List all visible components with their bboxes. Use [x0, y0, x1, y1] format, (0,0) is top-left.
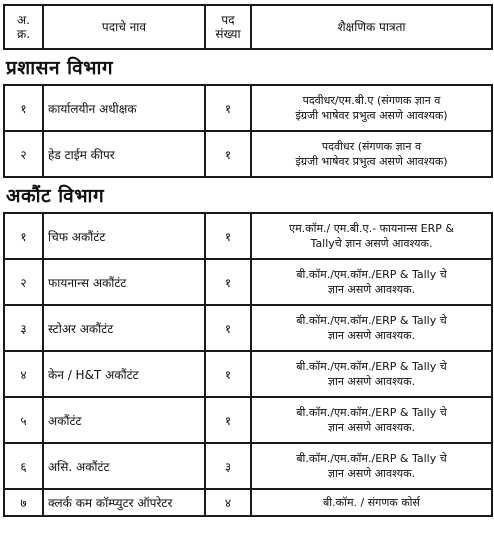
qualification-line1: बी.कॉम./एम.कॉम./ERP & Tally चे	[296, 452, 447, 465]
serial-no: १	[4, 85, 43, 131]
table-row	[4, 131, 492, 177]
table-row	[4, 213, 492, 259]
qualification	[251, 131, 492, 177]
qualification-line2: इंग्रजी भाषेवर प्रभुत्व असणे आवश्यक)	[295, 155, 448, 168]
header-serial-line1: अ.	[17, 13, 30, 27]
qualification-line2: ज्ञान असणे आवश्यक.	[327, 467, 416, 480]
serial-no: २	[4, 131, 43, 177]
qualification-line2: ज्ञान असणे आवश्यक.	[327, 421, 416, 434]
table-row	[4, 397, 492, 443]
post-name: असि. अकौंटंट	[43, 443, 205, 489]
post-count: १	[205, 259, 251, 305]
header-post-name: पदाचे नाव	[43, 5, 205, 49]
table-row	[4, 489, 492, 516]
qualification-line2: ज्ञान असणे आवश्यक.	[327, 283, 416, 296]
serial-no: ५	[4, 397, 43, 443]
post-count: १	[205, 351, 251, 397]
qualification-line2: ज्ञान असणे आवश्यक.	[327, 329, 416, 342]
header-qualification: शैक्षणिक पात्रता	[251, 5, 492, 49]
post-count: १	[205, 213, 251, 259]
table-header-row	[4, 5, 492, 49]
post-count: १	[205, 85, 251, 131]
header-posts-line1: पद	[221, 13, 235, 27]
table-row	[4, 305, 492, 351]
header-posts-line2: संख्या	[215, 27, 241, 41]
table-row	[4, 351, 492, 397]
serial-no: ४	[4, 351, 43, 397]
qualification-line2: इंग्रजी भाषेवर प्रभुत्व असणे आवश्यक)	[295, 109, 448, 122]
post-count: १	[205, 131, 251, 177]
post-count: ४	[205, 489, 251, 516]
qualification-line1: पदवीधर/एम.बी.ए (संगणक ज्ञान व	[302, 94, 441, 107]
post-count: १	[205, 397, 251, 443]
qualification-line1: एम.कॉम./ एम.बी.ए.- फायनान्स ERP &	[288, 222, 454, 235]
qualification	[251, 443, 492, 489]
qualification-line1: बी.कॉम./एम.कॉम./ERP & Tally चे	[296, 406, 447, 419]
header-serial-line2: क्र.	[16, 27, 31, 41]
table-row	[4, 443, 492, 489]
post-name: हेड टाईम कीपर	[43, 131, 205, 177]
qualification	[251, 489, 492, 516]
qualification	[251, 259, 492, 305]
qualification-line1: बी.कॉम./एम.कॉम./ERP & Tally चे	[296, 314, 447, 327]
serial-no: १	[4, 213, 43, 259]
qualification-line1: बी.कॉम./एम.कॉम./ERP & Tally चे	[296, 360, 447, 373]
qualification	[251, 305, 492, 351]
post-name: अकौंटंट	[43, 397, 205, 443]
section-title-administration: प्रशासन विभाग	[4, 49, 492, 85]
section-heading-row	[4, 49, 492, 85]
qualification-line1: बी.कॉम./एम.कॉम./ERP & Tally चे	[296, 268, 447, 281]
section-title-accounts: अकौंट विभाग	[4, 177, 492, 213]
qualification-line2: ज्ञान असणे आवश्यक.	[327, 375, 416, 388]
serial-no: ६	[4, 443, 43, 489]
header-serial-no	[4, 5, 43, 49]
header-post-count	[205, 5, 251, 49]
post-name: चिफ अकौंटंट	[43, 213, 205, 259]
serial-no: ३	[4, 305, 43, 351]
post-count: १	[205, 305, 251, 351]
serial-no: २	[4, 259, 43, 305]
section-heading-row	[4, 177, 492, 213]
post-count: ३	[205, 443, 251, 489]
qualification-line1: पदवीधर (संगणक ज्ञान व	[321, 140, 422, 153]
qualification	[251, 85, 492, 131]
table-row	[4, 259, 492, 305]
recruitment-table	[3, 4, 493, 517]
qualification	[251, 213, 492, 259]
post-name: केन / H&T अकौंटंट	[43, 351, 205, 397]
post-name: कार्यालयीन अधीक्षक	[43, 85, 205, 131]
post-name: स्टोअर अकौंटंट	[43, 305, 205, 351]
serial-no: ७	[4, 489, 43, 516]
qualification	[251, 351, 492, 397]
post-name: फायनान्स अकौंटंट	[43, 259, 205, 305]
qualification-line2: Tallyचे ज्ञान असणे आवश्यक.	[310, 237, 433, 250]
table-row	[4, 85, 492, 131]
qualification-line1: बी.कॉम. / संगणक कोर्स	[323, 496, 420, 509]
post-name: क्लर्क कम कॉम्प्युटर ऑपरेटर	[43, 489, 205, 516]
qualification	[251, 397, 492, 443]
